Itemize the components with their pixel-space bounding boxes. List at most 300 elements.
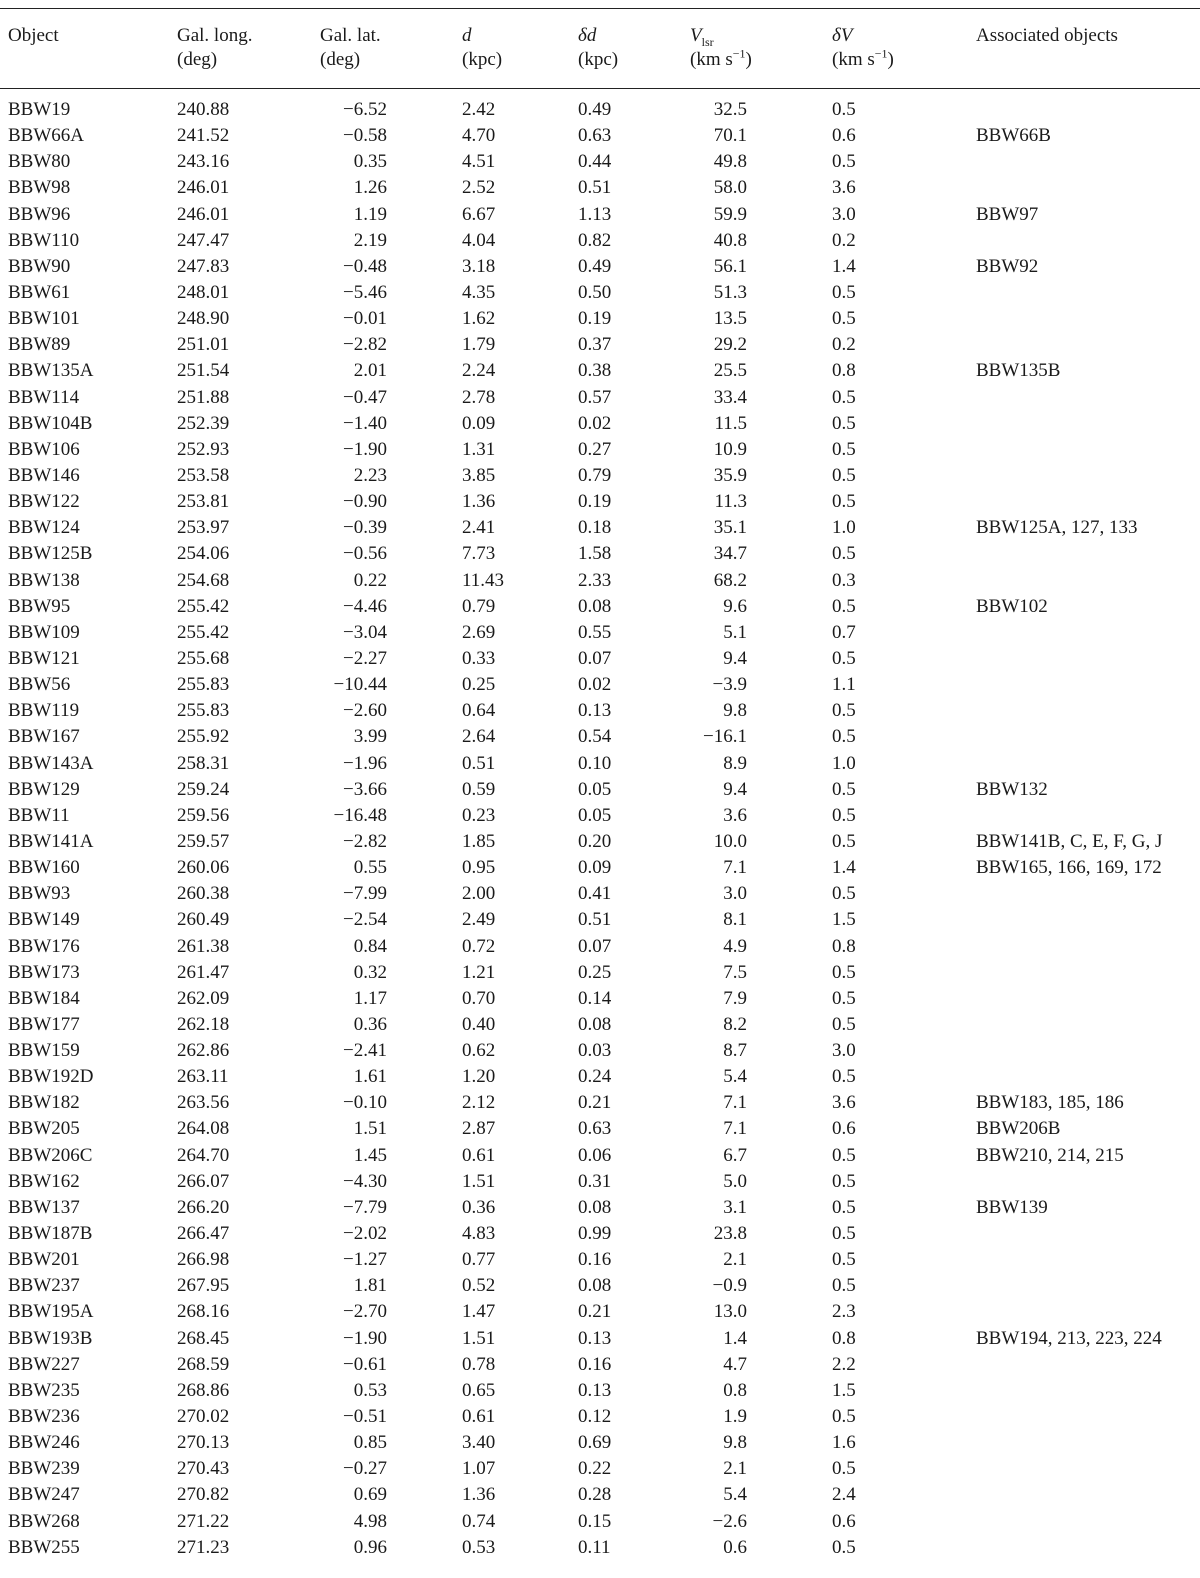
header-gal-lat bbox=[320, 24, 381, 72]
cell-distance-error: 0.05 bbox=[578, 804, 612, 826]
cell-distance-error: 0.07 bbox=[578, 647, 612, 669]
cell-gal-lat: −3.66 bbox=[343, 778, 387, 800]
cell-gal-long: 251.54 bbox=[177, 360, 230, 382]
table-row bbox=[0, 175, 1200, 201]
cell-object-name: BBW66A bbox=[8, 125, 84, 147]
cell-gal-long: 255.68 bbox=[177, 647, 230, 669]
cell-gal-long: 262.86 bbox=[177, 1040, 230, 1062]
cell-object-name: BBW135A bbox=[8, 360, 94, 382]
header-rule bbox=[0, 88, 1200, 89]
table-row bbox=[0, 1038, 1200, 1064]
cell-distance: 4.70 bbox=[462, 125, 496, 147]
cell-velocity-error: 0.5 bbox=[832, 647, 856, 669]
cell-distance: 0.36 bbox=[462, 1196, 496, 1218]
header-vlsr-symbol: V bbox=[690, 25, 702, 46]
cell-object-name: BBW187B bbox=[8, 1223, 93, 1245]
cell-gal-long: 268.45 bbox=[177, 1327, 230, 1349]
cell-distance-error: 0.02 bbox=[578, 412, 612, 434]
cell-distance-error: 0.02 bbox=[578, 674, 612, 696]
cell-distance-error: 0.49 bbox=[578, 255, 612, 277]
cell-gal-lat: 1.45 bbox=[353, 1144, 387, 1166]
table-row bbox=[0, 829, 1200, 855]
cell-velocity-error: 0.5 bbox=[832, 830, 856, 852]
table-row bbox=[0, 698, 1200, 724]
cell-gal-long: 261.47 bbox=[177, 961, 230, 983]
cell-object-name: BBW98 bbox=[8, 177, 71, 199]
cell-gal-long: 270.13 bbox=[177, 1432, 230, 1454]
cell-gal-long: 268.59 bbox=[177, 1353, 230, 1375]
cell-object-name: BBW182 bbox=[8, 1092, 80, 1114]
cell-vlsr: 1.9 bbox=[723, 1406, 747, 1428]
cell-distance: 2.24 bbox=[462, 360, 496, 382]
table-row bbox=[0, 907, 1200, 933]
cell-gal-lat: −0.47 bbox=[343, 386, 387, 408]
cell-distance-error: 0.55 bbox=[578, 621, 612, 643]
cell-vlsr: 6.7 bbox=[723, 1144, 747, 1166]
cell-gal-long: 262.18 bbox=[177, 1013, 230, 1035]
cell-velocity-error: 0.5 bbox=[832, 1536, 856, 1558]
cell-gal-long: 258.31 bbox=[177, 752, 230, 774]
cell-gal-lat: −0.61 bbox=[343, 1353, 387, 1375]
cell-velocity-error: 0.6 bbox=[832, 125, 856, 147]
cell-distance-error: 2.33 bbox=[578, 569, 612, 591]
cell-vlsr: 11.3 bbox=[714, 491, 747, 513]
cell-distance: 0.77 bbox=[462, 1249, 496, 1271]
table-row bbox=[0, 934, 1200, 960]
cell-gal-lat: 0.84 bbox=[353, 935, 387, 957]
cell-distance-error: 0.08 bbox=[578, 1196, 612, 1218]
cell-velocity-error: 0.5 bbox=[832, 281, 856, 303]
cell-vlsr: −16.1 bbox=[703, 726, 747, 748]
cell-distance: 2.87 bbox=[462, 1118, 496, 1140]
cell-distance: 0.95 bbox=[462, 857, 496, 879]
cell-object-name: BBW56 bbox=[8, 674, 71, 696]
cell-gal-lat: −0.51 bbox=[343, 1406, 387, 1428]
cell-velocity-error: 0.3 bbox=[832, 569, 856, 591]
table-row bbox=[0, 385, 1200, 411]
cell-gal-lat: −6.52 bbox=[343, 99, 387, 120]
cell-distance: 7.73 bbox=[462, 543, 496, 565]
cell-object-name: BBW159 bbox=[8, 1040, 80, 1062]
cell-object-name: BBW173 bbox=[8, 961, 80, 983]
cell-gal-lat: −0.01 bbox=[343, 308, 387, 330]
cell-gal-long: 268.16 bbox=[177, 1301, 230, 1323]
cell-gal-lat: 0.53 bbox=[353, 1379, 387, 1401]
cell-gal-long: 261.38 bbox=[177, 935, 230, 957]
cell-gal-lat: 0.35 bbox=[353, 151, 387, 173]
cell-gal-long: 264.70 bbox=[177, 1144, 230, 1166]
cell-distance-error: 0.09 bbox=[578, 857, 612, 879]
header-associated-objects bbox=[976, 24, 1118, 48]
cell-object-name: BBW255 bbox=[8, 1536, 80, 1558]
cell-gal-long: 264.08 bbox=[177, 1118, 230, 1140]
cell-distance: 2.52 bbox=[462, 177, 496, 199]
header-vlsr-unit: (km s bbox=[690, 49, 733, 70]
cell-velocity-error: 0.5 bbox=[832, 700, 856, 722]
cell-distance-error: 0.50 bbox=[578, 281, 612, 303]
cell-object-name: BBW146 bbox=[8, 464, 80, 486]
cell-gal-long: 262.09 bbox=[177, 987, 230, 1009]
table-row bbox=[0, 541, 1200, 567]
table-row bbox=[0, 803, 1200, 829]
header-object-label: Object bbox=[8, 25, 59, 46]
cell-object-name: BBW109 bbox=[8, 621, 80, 643]
cell-gal-lat: −2.41 bbox=[343, 1040, 387, 1062]
table-row bbox=[0, 620, 1200, 646]
cell-gal-lat: −0.90 bbox=[343, 491, 387, 513]
cell-distance: 11.43 bbox=[462, 569, 505, 591]
cell-distance-error: 0.44 bbox=[578, 151, 612, 173]
cell-distance-error: 0.63 bbox=[578, 125, 612, 147]
cell-distance: 0.61 bbox=[462, 1406, 496, 1428]
cell-velocity-error: 0.5 bbox=[832, 1458, 856, 1480]
cell-object-name: BBW206C bbox=[8, 1144, 93, 1166]
cell-gal-long: 270.02 bbox=[177, 1406, 230, 1428]
cell-distance: 0.74 bbox=[462, 1510, 496, 1532]
cell-distance-error: 1.13 bbox=[578, 203, 612, 225]
table-row bbox=[0, 228, 1200, 254]
cell-object-name: BBW176 bbox=[8, 935, 80, 957]
table-row bbox=[0, 672, 1200, 698]
cell-velocity-error: 0.5 bbox=[832, 543, 856, 565]
cell-object-name: BBW177 bbox=[8, 1013, 80, 1035]
cell-distance: 1.36 bbox=[462, 1484, 496, 1506]
cell-gal-lat: −2.82 bbox=[343, 334, 387, 356]
table-row bbox=[0, 1169, 1200, 1195]
cell-vlsr: −2.6 bbox=[712, 1510, 747, 1532]
table-row bbox=[0, 646, 1200, 672]
cell-distance-error: 0.79 bbox=[578, 464, 612, 486]
table-row bbox=[0, 515, 1200, 541]
table-row bbox=[0, 123, 1200, 149]
cell-gal-lat: 1.17 bbox=[353, 987, 387, 1009]
cell-gal-lat: 0.55 bbox=[353, 857, 387, 879]
cell-gal-long: 254.68 bbox=[177, 569, 230, 591]
cell-object-name: BBW11 bbox=[8, 804, 70, 826]
cell-velocity-error: 1.5 bbox=[832, 1379, 856, 1401]
header-distance-label: d bbox=[462, 25, 472, 46]
cell-distance: 0.72 bbox=[462, 935, 496, 957]
cell-velocity-error: 0.8 bbox=[832, 360, 856, 382]
cell-gal-lat: −5.46 bbox=[343, 281, 387, 303]
cell-object-name: BBW236 bbox=[8, 1406, 80, 1428]
cell-vlsr: 9.8 bbox=[723, 1432, 747, 1454]
table-row bbox=[0, 960, 1200, 986]
cell-velocity-error: 0.5 bbox=[832, 961, 856, 983]
cell-gal-long: 251.88 bbox=[177, 386, 230, 408]
cell-associated-objects: BBW102 bbox=[976, 595, 1048, 617]
cell-velocity-error: 1.6 bbox=[832, 1432, 856, 1454]
cell-gal-lat: −1.90 bbox=[343, 1327, 387, 1349]
cell-velocity-error: 0.8 bbox=[832, 935, 856, 957]
cell-velocity-error: 1.4 bbox=[832, 255, 856, 277]
header-vlsr-subscript: lsr bbox=[701, 34, 714, 49]
cell-gal-lat: −1.27 bbox=[343, 1249, 387, 1271]
cell-vlsr: 11.5 bbox=[714, 412, 747, 434]
header-velocity-error-label: δV bbox=[832, 25, 853, 46]
cell-gal-lat: 1.19 bbox=[353, 203, 387, 225]
header-distance-error-label: δd bbox=[578, 25, 597, 46]
cell-distance: 0.70 bbox=[462, 987, 496, 1009]
cell-distance: 0.52 bbox=[462, 1275, 496, 1297]
cell-distance-error: 0.13 bbox=[578, 700, 612, 722]
cell-distance-error: 1.58 bbox=[578, 543, 612, 565]
cell-gal-lat: 1.81 bbox=[353, 1275, 387, 1297]
cell-vlsr: 0.8 bbox=[723, 1379, 747, 1401]
cell-distance-error: 0.13 bbox=[578, 1379, 612, 1401]
cell-distance: 4.51 bbox=[462, 151, 496, 173]
cell-vlsr: 2.1 bbox=[723, 1249, 747, 1271]
cell-object-name: BBW89 bbox=[8, 334, 71, 356]
cell-velocity-error: 0.5 bbox=[832, 1406, 856, 1428]
table-row bbox=[0, 986, 1200, 1012]
cell-gal-lat: −2.27 bbox=[343, 647, 387, 669]
cell-gal-long: 255.83 bbox=[177, 674, 230, 696]
cell-distance-error: 0.06 bbox=[578, 1144, 612, 1166]
header-velocity-error-unit-close: ) bbox=[887, 49, 894, 70]
cell-object-name: BBW227 bbox=[8, 1353, 80, 1375]
cell-vlsr: 68.2 bbox=[713, 569, 747, 591]
cell-object-name: BBW195A bbox=[8, 1301, 94, 1323]
table-row bbox=[0, 149, 1200, 175]
cell-vlsr: 0.6 bbox=[723, 1536, 747, 1558]
cell-distance-error: 0.99 bbox=[578, 1223, 612, 1245]
cell-distance: 4.35 bbox=[462, 281, 496, 303]
header-distance-error-unit: (kpc) bbox=[578, 49, 619, 70]
cell-velocity-error: 0.5 bbox=[832, 99, 856, 120]
cell-gal-long: 271.22 bbox=[177, 1510, 230, 1532]
cell-distance: 3.18 bbox=[462, 255, 496, 277]
cell-vlsr: 5.4 bbox=[723, 1066, 747, 1088]
cell-velocity-error: 0.5 bbox=[832, 1223, 856, 1245]
cell-vlsr: 49.8 bbox=[713, 151, 747, 173]
cell-velocity-error: 0.5 bbox=[832, 1170, 856, 1192]
cell-velocity-error: 2.4 bbox=[832, 1484, 856, 1506]
table-row bbox=[0, 1064, 1200, 1090]
cell-object-name: BBW96 bbox=[8, 203, 71, 225]
table-row bbox=[0, 332, 1200, 358]
cell-gal-lat: −2.54 bbox=[343, 909, 387, 931]
cell-vlsr: −0.9 bbox=[712, 1275, 747, 1297]
top-rule bbox=[0, 8, 1200, 9]
cell-associated-objects: BBW92 bbox=[976, 255, 1039, 277]
cell-gal-long: 266.47 bbox=[177, 1223, 230, 1245]
cell-velocity-error: 0.6 bbox=[832, 1118, 856, 1140]
table-row bbox=[0, 1116, 1200, 1142]
table-row bbox=[0, 1535, 1200, 1561]
cell-vlsr: 59.9 bbox=[713, 203, 747, 225]
cell-gal-long: 260.38 bbox=[177, 883, 230, 905]
cell-distance-error: 0.82 bbox=[578, 229, 612, 251]
table-row bbox=[0, 855, 1200, 881]
table-row bbox=[0, 777, 1200, 803]
cell-gal-long: 251.01 bbox=[177, 334, 230, 356]
table-row bbox=[0, 202, 1200, 228]
header-gal-long-label: Gal. long. bbox=[177, 25, 253, 46]
cell-distance-error: 0.24 bbox=[578, 1066, 612, 1088]
cell-object-name: BBW106 bbox=[8, 438, 80, 460]
cell-gal-long: 254.06 bbox=[177, 543, 230, 565]
cell-distance-error: 0.57 bbox=[578, 386, 612, 408]
cell-velocity-error: 0.2 bbox=[832, 229, 856, 251]
cell-gal-lat: −2.70 bbox=[343, 1301, 387, 1323]
cell-vlsr: 4.9 bbox=[723, 935, 747, 957]
cell-vlsr: 10.9 bbox=[713, 438, 747, 460]
cell-object-name: BBW104B bbox=[8, 412, 93, 434]
cell-object-name: BBW162 bbox=[8, 1170, 80, 1192]
cell-distance-error: 0.19 bbox=[578, 491, 612, 513]
cell-gal-lat: 0.85 bbox=[353, 1432, 387, 1454]
table-row bbox=[0, 1221, 1200, 1247]
cell-distance-error: 0.27 bbox=[578, 438, 612, 460]
table-row bbox=[0, 1012, 1200, 1038]
cell-gal-long: 240.88 bbox=[177, 99, 230, 120]
cell-object-name: BBW184 bbox=[8, 987, 80, 1009]
cell-associated-objects: BBW132 bbox=[976, 778, 1048, 800]
cell-velocity-error: 0.5 bbox=[832, 987, 856, 1009]
cell-vlsr: 3.0 bbox=[723, 883, 747, 905]
cell-gal-long: 246.01 bbox=[177, 203, 230, 225]
table-row bbox=[0, 1273, 1200, 1299]
cell-object-name: BBW239 bbox=[8, 1458, 80, 1480]
table-row bbox=[0, 1326, 1200, 1352]
cell-object-name: BBW125B bbox=[8, 543, 93, 565]
cell-distance: 1.51 bbox=[462, 1170, 496, 1192]
cell-object-name: BBW122 bbox=[8, 491, 80, 513]
cell-associated-objects: BBW210, 214, 215 bbox=[976, 1144, 1124, 1166]
cell-gal-lat: −10.44 bbox=[333, 674, 387, 696]
header-velocity-error bbox=[832, 24, 894, 72]
cell-gal-long: 259.57 bbox=[177, 830, 230, 852]
cell-object-name: BBW114 bbox=[8, 386, 80, 408]
header-vlsr-unit-exponent: −1 bbox=[732, 46, 746, 61]
cell-gal-lat: −2.82 bbox=[343, 830, 387, 852]
table-row bbox=[0, 751, 1200, 777]
cell-distance-error: 0.07 bbox=[578, 935, 612, 957]
cell-object-name: BBW141A bbox=[8, 830, 94, 852]
cell-gal-lat: −4.46 bbox=[343, 595, 387, 617]
cell-gal-long: 248.01 bbox=[177, 281, 230, 303]
cell-gal-lat: 0.69 bbox=[353, 1484, 387, 1506]
table-row bbox=[0, 489, 1200, 515]
cell-distance: 3.40 bbox=[462, 1432, 496, 1454]
cell-object-name: BBW129 bbox=[8, 778, 80, 800]
cell-velocity-error: 0.5 bbox=[832, 491, 856, 513]
header-velocity-error-unit: (km s bbox=[832, 49, 875, 70]
cell-velocity-error: 1.5 bbox=[832, 909, 856, 931]
cell-gal-long: 253.97 bbox=[177, 517, 230, 539]
cell-vlsr: 32.5 bbox=[713, 99, 747, 120]
cell-vlsr: 35.9 bbox=[713, 464, 747, 486]
cell-distance: 0.09 bbox=[462, 412, 496, 434]
cell-distance: 0.53 bbox=[462, 1536, 496, 1558]
cell-velocity-error: 0.5 bbox=[832, 386, 856, 408]
cell-vlsr: 5.0 bbox=[723, 1170, 747, 1192]
cell-object-name: BBW246 bbox=[8, 1432, 80, 1454]
cell-gal-long: 255.92 bbox=[177, 726, 230, 748]
cell-gal-lat: −1.40 bbox=[343, 412, 387, 434]
cell-object-name: BBW160 bbox=[8, 857, 80, 879]
cell-gal-long: 246.01 bbox=[177, 177, 230, 199]
table-row bbox=[0, 97, 1200, 123]
cell-vlsr: 7.1 bbox=[723, 1118, 747, 1140]
cell-vlsr: 10.0 bbox=[713, 830, 747, 852]
cell-gal-long: 248.90 bbox=[177, 308, 230, 330]
cell-associated-objects: BBW183, 185, 186 bbox=[976, 1092, 1124, 1114]
cell-gal-long: 270.43 bbox=[177, 1458, 230, 1480]
cell-vlsr: 5.4 bbox=[723, 1484, 747, 1506]
cell-gal-lat: −1.96 bbox=[343, 752, 387, 774]
cell-gal-long: 260.49 bbox=[177, 909, 230, 931]
cell-distance-error: 0.21 bbox=[578, 1301, 612, 1323]
cell-gal-lat: −0.56 bbox=[343, 543, 387, 565]
cell-distance-error: 0.10 bbox=[578, 752, 612, 774]
cell-gal-lat: 4.98 bbox=[353, 1510, 387, 1532]
cell-object-name: BBW268 bbox=[8, 1510, 80, 1532]
table-row bbox=[0, 1509, 1200, 1535]
header-distance-error bbox=[578, 24, 618, 72]
cell-gal-lat: 1.51 bbox=[353, 1118, 387, 1140]
cell-velocity-error: 0.5 bbox=[832, 1144, 856, 1166]
cell-object-name: BBW237 bbox=[8, 1275, 80, 1297]
cell-vlsr: 9.6 bbox=[723, 595, 747, 617]
cell-distance-error: 0.41 bbox=[578, 883, 612, 905]
cell-distance-error: 0.21 bbox=[578, 1092, 612, 1114]
cell-vlsr: 7.5 bbox=[723, 961, 747, 983]
header-velocity-error-unit-exponent: −1 bbox=[874, 46, 888, 61]
cell-distance-error: 0.14 bbox=[578, 987, 612, 1009]
cell-distance: 0.65 bbox=[462, 1379, 496, 1401]
cell-distance: 1.36 bbox=[462, 491, 496, 513]
cell-vlsr: 56.1 bbox=[713, 255, 747, 277]
cell-object-name: BBW138 bbox=[8, 569, 80, 591]
cell-vlsr: 35.1 bbox=[713, 517, 747, 539]
cell-object-name: BBW201 bbox=[8, 1249, 80, 1271]
cell-distance-error: 0.08 bbox=[578, 1013, 612, 1035]
cell-gal-lat: −0.10 bbox=[343, 1092, 387, 1114]
cell-gal-lat: 0.36 bbox=[353, 1013, 387, 1035]
cell-distance: 0.78 bbox=[462, 1353, 496, 1375]
cell-gal-long: 243.16 bbox=[177, 151, 230, 173]
header-gal-lat-label: Gal. lat. bbox=[320, 25, 381, 46]
table-row bbox=[0, 1378, 1200, 1404]
cell-velocity-error: 1.0 bbox=[832, 517, 856, 539]
cell-distance-error: 0.51 bbox=[578, 177, 612, 199]
cell-distance-error: 0.03 bbox=[578, 1040, 612, 1062]
cell-associated-objects: BBW97 bbox=[976, 203, 1039, 225]
cell-gal-lat: 1.26 bbox=[353, 177, 387, 199]
cell-distance: 0.79 bbox=[462, 595, 496, 617]
cell-velocity-error: 1.0 bbox=[832, 752, 856, 774]
cell-velocity-error: 0.5 bbox=[832, 778, 856, 800]
table-row bbox=[0, 1299, 1200, 1325]
cell-velocity-error: 0.5 bbox=[832, 412, 856, 434]
cell-velocity-error: 0.8 bbox=[832, 1327, 856, 1349]
cell-vlsr: 70.1 bbox=[713, 125, 747, 147]
cell-gal-lat: −0.39 bbox=[343, 517, 387, 539]
cell-velocity-error: 0.5 bbox=[832, 1013, 856, 1035]
cell-distance: 0.23 bbox=[462, 804, 496, 826]
header-object bbox=[8, 24, 59, 48]
cell-velocity-error: 3.6 bbox=[832, 1092, 856, 1114]
cell-distance-error: 0.11 bbox=[578, 1536, 611, 1558]
cell-distance: 0.33 bbox=[462, 647, 496, 669]
cell-distance: 2.41 bbox=[462, 517, 496, 539]
cell-gal-long: 263.56 bbox=[177, 1092, 230, 1114]
cell-velocity-error: 1.1 bbox=[832, 674, 856, 696]
cell-distance: 1.85 bbox=[462, 830, 496, 852]
cell-velocity-error: 0.5 bbox=[832, 804, 856, 826]
